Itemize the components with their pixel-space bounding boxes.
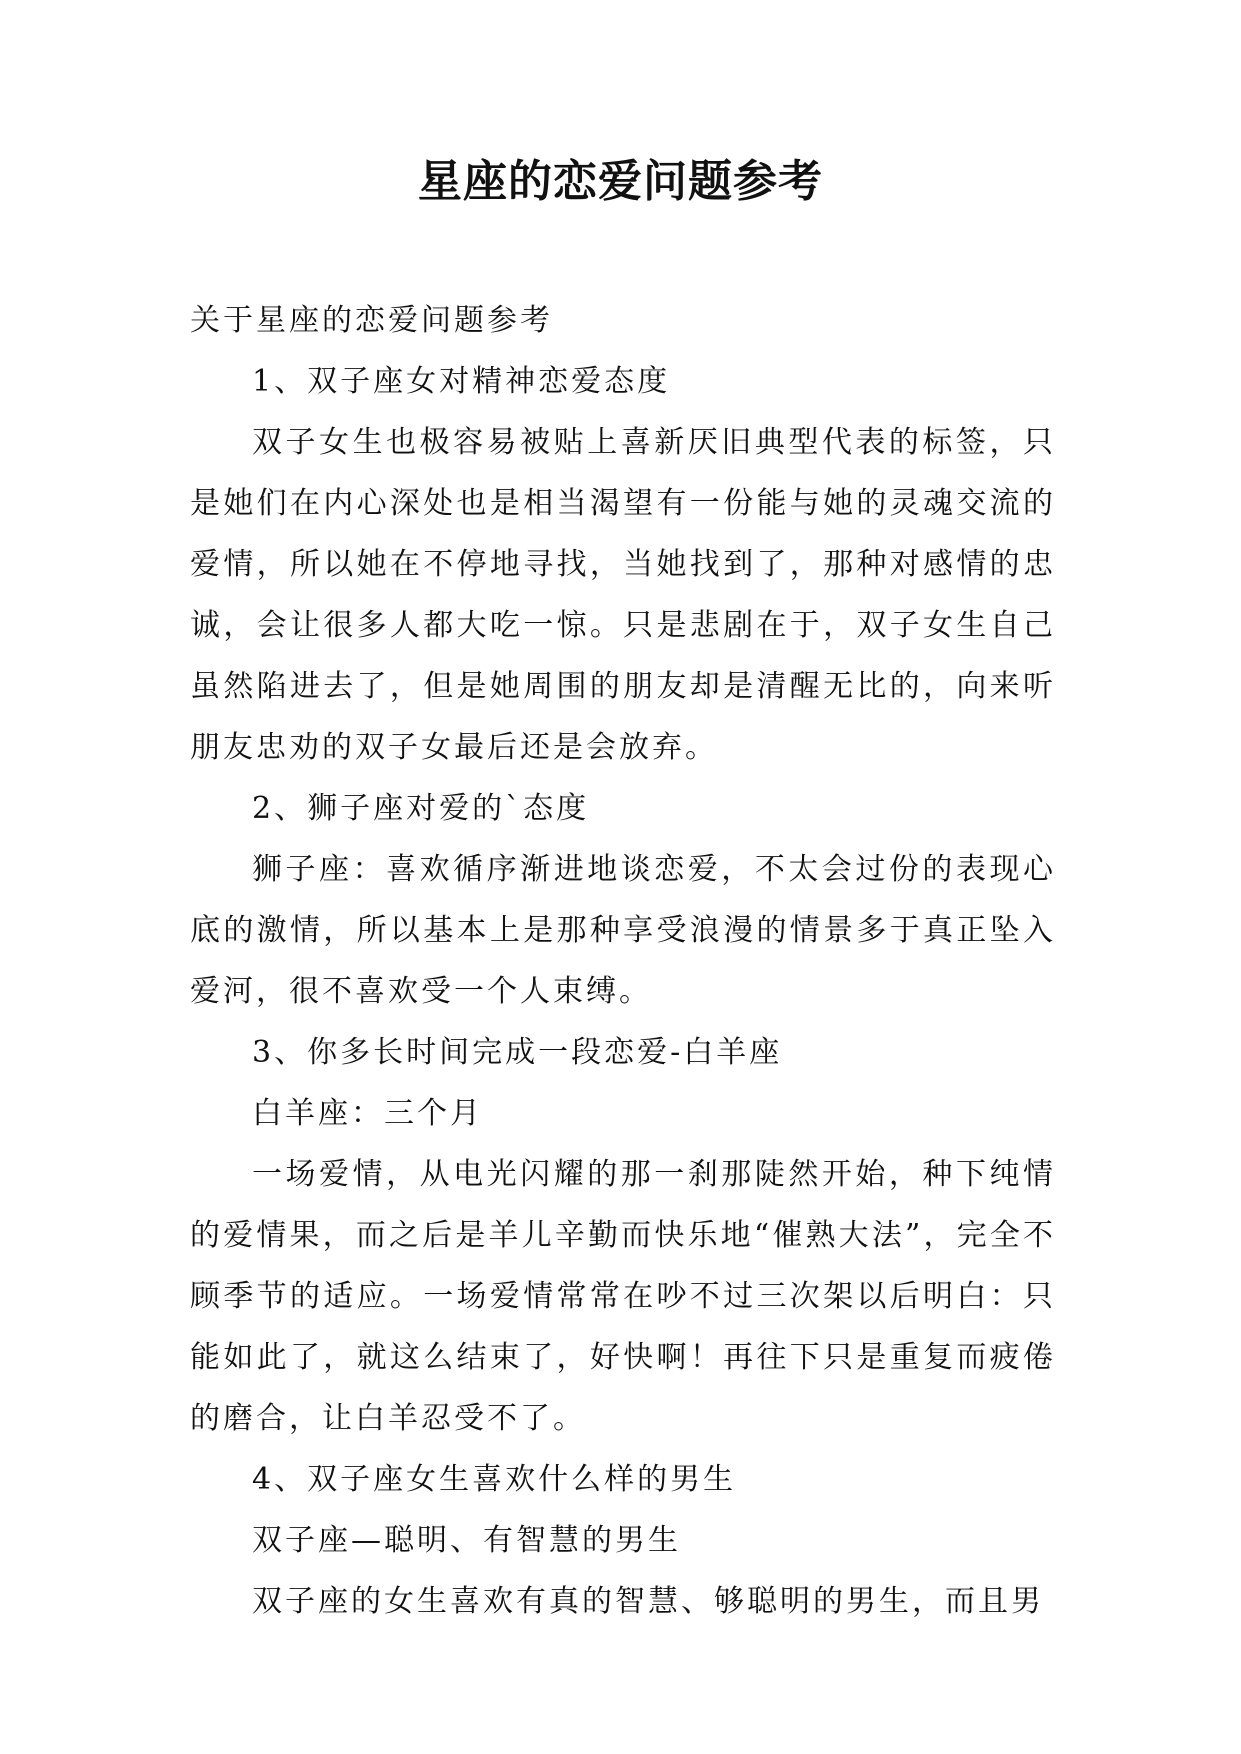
- document-body: [190, 290, 1056, 1632]
- paragraph-heading-4: 4、双子座女生喜欢什么样的男生: [252, 1462, 737, 1497]
- paragraph-subheading-3: 白羊座：三个月: [252, 1096, 483, 1131]
- paragraph-body-1: 双子女生也极容易被贴上喜新厌旧典型代表的标签，只是她们在内心深处也是相当渴望有一份能与她的灵魂交流的爱情，所以她在不停地寻找，当她找到了，那种对感情的忠诚，会让很多人都大吃一惊。只是悲剧在于，双子女生自己虽然陷进去了，但是她周围的朋友却是清醒无比的，向来听朋友忠劝的双子女最后还是会放弃。: [190, 425, 1056, 765]
- paragraph-subheading-4: 双子座—聪明、有智慧的男生: [252, 1523, 681, 1558]
- paragraph-heading-3: 3、你多长时间完成一段恋爱-白羊座: [252, 1035, 783, 1070]
- document-title: 星座的恋爱问题参考: [418, 156, 823, 207]
- paragraph-body-3: 一场爱情，从电光闪耀的那一刹那陡然开始，种下纯情的爱情果，而之后是羊儿辛勤而快乐地“催熟大法”，完全不顾季节的适应。一场爱情常常在吵不过三次架以后明白：只能如此了，就这么结束了，好快啊！再往下只是重复而疲倦的磨合，让白羊忍受不了。: [190, 1157, 1056, 1436]
- paragraph-intro: 关于星座的恋爱问题参考: [190, 303, 553, 338]
- paragraph-heading-2: 2、狮子座对爱的`态度: [252, 791, 590, 826]
- paragraph-body-2: 狮子座：喜欢循序渐进地谈恋爱，不太会过份的表现心底的激情，所以基本上是那种享受浪漫的情景多于真正坠入爱河，很不喜欢受一个人束缚。: [190, 852, 1056, 1009]
- paragraph-heading-1: 1、双子座女对精神恋爱态度: [252, 364, 671, 399]
- paragraph-body-4: 双子座的女生喜欢有真的智慧、够聪明的男生，而且男: [252, 1584, 1044, 1619]
